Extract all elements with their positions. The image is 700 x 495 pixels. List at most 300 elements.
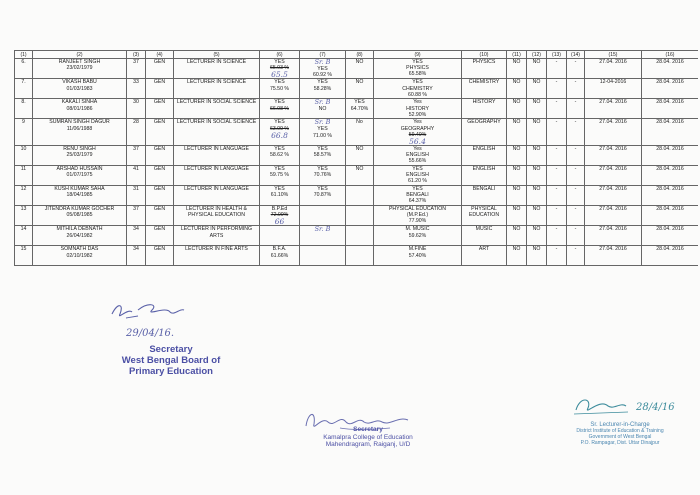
date-col16: 28.04. 2016 <box>656 99 684 106</box>
cell-age <box>127 166 146 186</box>
cell-post <box>174 226 260 246</box>
cell-name-dob <box>33 226 127 246</box>
pg-flag: YES <box>317 166 328 173</box>
cell-age <box>127 146 146 166</box>
date-col15: 27.04. 2016 <box>599 59 627 65</box>
candidate-name: MITHILA DEBNATH <box>56 226 103 233</box>
col14-value: - <box>574 186 577 193</box>
cell-11 <box>507 246 527 266</box>
cell-mphil <box>346 146 374 166</box>
cell-14 <box>567 59 585 79</box>
cell-category <box>146 186 174 206</box>
col14-value: - <box>574 246 577 253</box>
date-col16: 28.04. 2016 <box>656 186 684 193</box>
cell-name-dob <box>33 186 127 206</box>
cell-date-16 <box>642 206 699 226</box>
col11-value: NO <box>512 146 521 153</box>
candidate-name: RANJEET SINGH <box>58 59 101 65</box>
cell-graduation <box>260 246 300 266</box>
graduation-pct-struck: 63.09 % <box>269 125 290 132</box>
graduation-pct-struck: 65.03 % <box>269 65 290 72</box>
graduation-pct-struck: 66.08 % <box>269 105 290 112</box>
table-row <box>15 226 699 246</box>
cell-pg <box>300 119 346 146</box>
cell-method <box>462 99 507 119</box>
mphil-flag: NO <box>355 79 364 86</box>
cell-bed <box>374 186 462 206</box>
cell-date-15 <box>585 166 642 186</box>
cell-date-15 <box>585 226 642 246</box>
candidate-age: 34 <box>133 226 139 233</box>
cell-age <box>127 119 146 146</box>
cell-11 <box>507 146 527 166</box>
cell-sl <box>15 186 33 206</box>
cell-bed <box>374 99 462 119</box>
post-applied: LECTURER IN LANGUAGE <box>184 166 249 173</box>
cell-date-16 <box>642 146 699 166</box>
candidate-dob: 08/01/1986 <box>66 105 93 112</box>
col11-value: NO <box>512 246 521 253</box>
col14-value: - <box>574 206 577 213</box>
graduation-flag: YES <box>274 99 285 106</box>
bed-flag: Yes <box>413 119 422 126</box>
cell-post <box>174 99 260 119</box>
cell-14 <box>567 146 585 166</box>
date-col16: 28.04. 2016 <box>656 146 684 153</box>
candidate-name: KAKALI SINHA <box>61 99 98 106</box>
cell-11 <box>507 206 527 226</box>
method-subject: ENGLISH <box>472 146 496 153</box>
cell-sl <box>15 119 33 146</box>
post-applied: LECTURER IN SOCIAL SCIENCE <box>176 99 257 106</box>
serial-number: 13 <box>20 206 27 213</box>
date-col15: 27.04. 2016 <box>599 166 627 173</box>
column-header-14: (14) <box>567 51 585 59</box>
graduation-flag: YES <box>274 59 285 65</box>
cell-11 <box>507 226 527 246</box>
cell-14 <box>567 166 585 186</box>
cell-age <box>127 206 146 226</box>
post-applied: LECTURER IN LANGUAGE <box>184 146 249 153</box>
table-row <box>15 99 699 119</box>
cell-mphil <box>346 186 374 206</box>
cell-mphil <box>346 226 374 246</box>
col11-value: NO <box>512 186 521 193</box>
col11-value: NO <box>512 59 521 65</box>
candidate-name: SUMRAN SINGH DAGUR <box>49 119 110 126</box>
col11-value: NO <box>512 119 521 126</box>
stamp1-line1: Secretary <box>149 344 193 355</box>
post-applied: LECTURER IN FINE ARTS <box>185 246 248 253</box>
candidate-age: 31 <box>133 186 139 193</box>
cell-post <box>174 79 260 99</box>
col12-value: NO <box>532 206 541 213</box>
table-row <box>15 246 699 266</box>
stamp-west-bengal-board <box>96 344 246 377</box>
column-header-7: (7) <box>300 51 346 59</box>
candidate-dob: 23/02/1979 <box>66 65 93 72</box>
column-header-11: (11) <box>507 51 527 59</box>
mphil-flag: No <box>356 119 363 126</box>
cell-name-dob <box>33 206 127 226</box>
cell-age <box>127 246 146 266</box>
graduation-flag: YES <box>274 166 285 173</box>
column-header-3: (3) <box>127 51 146 59</box>
date-col15: 27.04. 2016 <box>599 186 627 193</box>
stamp2-line1: Secretary <box>353 426 383 433</box>
cell-date-15 <box>585 246 642 266</box>
table-row <box>15 79 699 99</box>
graduation-pct-corrected: 66.8 <box>271 130 288 140</box>
candidate-category: GEN <box>153 119 166 126</box>
candidate-dob: 26/04/1982 <box>66 232 93 239</box>
cell-post <box>174 119 260 146</box>
candidate-name: SOMNATH DAS <box>60 246 99 253</box>
date-col15: 27.04. 2016 <box>599 206 627 213</box>
cell-pg <box>300 146 346 166</box>
cell-date-16 <box>642 119 699 146</box>
handwritten-initials: Sr. B <box>314 58 331 66</box>
graduation-pct: 58.62 % <box>269 152 290 159</box>
cell-date-16 <box>642 186 699 206</box>
column-header-15: (15) <box>585 51 642 59</box>
cell-bed <box>374 79 462 99</box>
cell-mphil <box>346 206 374 226</box>
bed-subject: HISTORY <box>406 105 429 112</box>
col12-value: NO <box>532 226 541 233</box>
bed-flag: Yes <box>413 146 422 153</box>
cell-pg <box>300 206 346 226</box>
cell-mphil <box>346 59 374 79</box>
cell-bed <box>374 119 462 146</box>
signature-west-bengal-board <box>108 300 218 344</box>
cell-method <box>462 166 507 186</box>
col14-value: - <box>574 59 577 65</box>
cell-graduation <box>260 226 300 246</box>
method-subject: ENGLISH <box>472 166 496 173</box>
cell-method <box>462 206 507 226</box>
cell-post <box>174 146 260 166</box>
signature-date-1: 29/04/16. <box>126 328 175 339</box>
cell-bed <box>374 246 462 266</box>
bed-flag: YES <box>412 186 423 193</box>
cell-post <box>174 59 260 79</box>
cell-date-15 <box>585 79 642 99</box>
cell-14 <box>567 119 585 146</box>
stamp1-line3: Primary Education <box>129 366 213 377</box>
handwritten-initials: Sr. B <box>314 225 331 234</box>
cell-method <box>462 246 507 266</box>
cell-graduation <box>260 79 300 99</box>
cell-12 <box>527 186 547 206</box>
post-applied: LECTURER IN SCIENCE <box>186 79 247 86</box>
bed-pct: 52.90% <box>408 111 427 118</box>
table-row <box>15 186 699 206</box>
bed-subject: BENGALI <box>406 192 429 199</box>
bed-pct: 60.88 % <box>407 91 428 98</box>
candidate-age: 30 <box>133 99 139 106</box>
col14-value: - <box>574 99 577 106</box>
cell-name-dob <box>33 246 127 266</box>
method-subject: MUSIC <box>475 226 493 233</box>
cell-13 <box>547 246 567 266</box>
col12-value: NO <box>532 119 541 126</box>
serial-number: 11 <box>20 166 27 173</box>
cell-13 <box>547 206 567 226</box>
column-header-16: (16) <box>642 51 699 59</box>
post-applied: LECTURER IN LANGUAGE <box>184 186 249 193</box>
cell-mphil <box>346 79 374 99</box>
pg-pct: 70.87% <box>313 192 332 199</box>
graduation-flag: B.P.Ed <box>271 206 288 213</box>
candidate-age: 37 <box>133 146 139 153</box>
cell-category <box>146 119 174 146</box>
bed-pct: 64.37% <box>408 198 427 205</box>
column-header-1: (1) <box>15 51 33 59</box>
cell-date-16 <box>642 99 699 119</box>
col13-value: - <box>555 186 558 193</box>
pg-flag: YES <box>317 126 328 133</box>
mphil-pct: 64.70% <box>350 105 369 112</box>
cell-pg <box>300 246 346 266</box>
cell-date-15 <box>585 119 642 146</box>
cell-mphil <box>346 166 374 186</box>
date-col15: 12-04-2016 <box>599 79 627 86</box>
mphil-flag: NO <box>355 59 364 65</box>
cell-name-dob <box>33 79 127 99</box>
candidate-age: 37 <box>133 206 139 213</box>
bed-flag: Yes <box>413 99 422 106</box>
cell-sl <box>15 59 33 79</box>
column-header-13: (13) <box>547 51 567 59</box>
mphil-flag: NO <box>355 166 364 173</box>
pg-flag: YES <box>317 186 328 193</box>
stamp-kamalpra-college <box>258 426 478 449</box>
bed-pct: 57.40% <box>408 252 427 259</box>
cell-method <box>462 119 507 146</box>
cell-sl <box>15 246 33 266</box>
date-col15: 27.04. 2016 <box>599 246 627 253</box>
bed-flag: YES <box>412 59 423 65</box>
cell-method <box>462 226 507 246</box>
date-col16: 28.04. 2016 <box>656 226 684 233</box>
cell-11 <box>507 79 527 99</box>
cell-age <box>127 186 146 206</box>
date-col15: 27.04. 2016 <box>599 226 627 233</box>
stamp3-line4: P.O. Rampagar, Dist. Uttar Dinajpur <box>580 440 660 446</box>
cell-14 <box>567 206 585 226</box>
candidate-age: 37 <box>133 59 139 65</box>
cell-name-dob <box>33 166 127 186</box>
cell-method <box>462 146 507 166</box>
bed-pct: 65.58% <box>408 71 427 78</box>
cell-date-16 <box>642 166 699 186</box>
col12-value: NO <box>532 186 541 193</box>
cell-category <box>146 166 174 186</box>
bed-subject: PHYSICS <box>406 65 429 72</box>
col14-value: - <box>574 79 577 86</box>
candidate-name: ARSHAD HUSSAIN <box>56 166 103 173</box>
pg-pct: 58.57% <box>313 152 332 159</box>
candidate-category: GEN <box>153 79 166 86</box>
col13-value: - <box>555 79 558 86</box>
cell-age <box>127 226 146 246</box>
cell-12 <box>527 166 547 186</box>
cell-sl <box>15 226 33 246</box>
serial-number: 10 <box>20 146 27 153</box>
cell-graduation <box>260 166 300 186</box>
col14-value: - <box>574 226 577 233</box>
method-subject: BENGALI <box>472 186 496 193</box>
bed-flag: M. MUSIC <box>405 226 430 233</box>
column-header-4: (4) <box>146 51 174 59</box>
graduation-pct: 61.10% <box>270 192 289 199</box>
cell-12 <box>527 246 547 266</box>
column-header-row <box>15 51 699 59</box>
candidate-age: 33 <box>133 79 139 86</box>
candidate-category: GEN <box>153 99 166 106</box>
candidate-age: 28 <box>133 119 139 126</box>
cell-pg <box>300 79 346 99</box>
date-col15: 27.04. 2016 <box>599 119 627 126</box>
serial-number: 14 <box>20 226 27 233</box>
candidate-name: JITENDRA KUMAR GOCHER <box>44 206 115 213</box>
cell-bed <box>374 226 462 246</box>
post-applied: LECTURER IN SOCIAL SCIENCE <box>176 119 257 126</box>
cell-age <box>127 59 146 79</box>
bed-subject: GEOGRAPHY <box>400 125 435 132</box>
col13-value: - <box>555 246 558 253</box>
col12-value: NO <box>532 246 541 253</box>
cell-date-16 <box>642 246 699 266</box>
bed-subject: CHEMISTRY <box>402 85 433 92</box>
bed-flag: YES <box>412 166 423 173</box>
cell-14 <box>567 246 585 266</box>
col13-value: - <box>555 59 558 65</box>
cell-13 <box>547 99 567 119</box>
pg-pct: 70.76% <box>313 172 332 179</box>
stamp2-line3: Mahendragram, Raiganj, U/D <box>325 441 411 448</box>
bed-subject: ENGLISH <box>406 152 429 159</box>
col13-value: - <box>555 166 558 173</box>
cell-14 <box>567 99 585 119</box>
method-subject: PHYSICAL EDUCATION <box>468 206 500 219</box>
pg-flag: YES <box>317 146 328 153</box>
cell-method <box>462 59 507 79</box>
cell-graduation <box>260 119 300 146</box>
cell-mphil <box>346 119 374 146</box>
candidate-category: GEN <box>153 206 166 213</box>
serial-number: 8. <box>21 99 26 106</box>
col12-value: NO <box>532 59 541 65</box>
stamp2-line2: Kamalpra College of Education <box>323 433 413 441</box>
cell-name-dob <box>33 99 127 119</box>
cell-13 <box>547 226 567 246</box>
cell-name-dob <box>33 119 127 146</box>
bed-pct-corrected: 56.4 <box>409 137 426 146</box>
col12-value: NO <box>532 166 541 173</box>
cell-pg <box>300 226 346 246</box>
cell-date-16 <box>642 59 699 79</box>
col12-value: NO <box>532 79 541 86</box>
cell-category <box>146 226 174 246</box>
bed-subject: ENGLISH <box>406 172 429 179</box>
handwritten-initials: Sr. B <box>314 118 331 127</box>
table-row <box>15 166 699 186</box>
cell-post <box>174 186 260 206</box>
cell-date-16 <box>642 226 699 246</box>
candidate-table <box>14 50 698 266</box>
col11-value: NO <box>512 166 521 173</box>
cell-14 <box>567 186 585 206</box>
candidate-dob: 02/10/1982 <box>66 252 93 259</box>
method-subject: HISTORY <box>472 99 496 106</box>
signature-diet <box>570 388 700 424</box>
col12-value: NO <box>532 99 541 106</box>
cell-post <box>174 246 260 266</box>
cell-12 <box>527 146 547 166</box>
graduation-pct-corrected: 66 <box>274 217 285 226</box>
post-applied: LECTURER IN HEALTH & PHYSICAL EDUCATION <box>185 206 247 219</box>
cell-11 <box>507 186 527 206</box>
candidate-dob: 05/08/1985 <box>66 212 93 219</box>
cell-14 <box>567 79 585 99</box>
cell-13 <box>547 59 567 79</box>
col14-value: - <box>574 146 577 153</box>
candidate-dob: 11/06/1988 <box>66 125 93 132</box>
cell-date-15 <box>585 59 642 79</box>
method-subject: GEOGRAPHY <box>467 119 501 126</box>
serial-number: 15 <box>20 246 27 253</box>
candidate-category: GEN <box>153 186 166 193</box>
cell-name-dob <box>33 146 127 166</box>
cell-category <box>146 99 174 119</box>
date-col16: 28.04. 2016 <box>656 206 684 213</box>
cell-post <box>174 206 260 226</box>
candidate-table-sheet <box>14 50 698 304</box>
col13-value: - <box>555 226 558 233</box>
cell-age <box>127 79 146 99</box>
method-subject: CHEMISTRY <box>468 79 500 86</box>
candidate-dob: 01/03/1983 <box>66 85 93 92</box>
cell-11 <box>507 166 527 186</box>
graduation-flag: YES <box>274 186 285 193</box>
cell-12 <box>527 79 547 99</box>
stamp-diet <box>540 422 700 446</box>
cell-13 <box>547 166 567 186</box>
cell-13 <box>547 186 567 206</box>
cell-13 <box>547 79 567 99</box>
cell-12 <box>527 59 547 79</box>
graduation-pct: 61.66% <box>270 252 289 259</box>
cell-date-16 <box>642 79 699 99</box>
stamp1-line2: West Bengal Board of <box>121 355 221 366</box>
cell-category <box>146 206 174 226</box>
graduation-flag: YES <box>274 146 285 153</box>
mphil-flag: NO <box>355 146 364 153</box>
cell-category <box>146 246 174 266</box>
cell-name-dob <box>33 59 127 79</box>
cell-14 <box>567 226 585 246</box>
cell-graduation <box>260 146 300 166</box>
method-subject: ART <box>478 246 490 253</box>
cell-11 <box>507 99 527 119</box>
serial-number: 9 <box>22 119 25 126</box>
graduation-pct-struck: 72.00% <box>270 212 289 219</box>
pg-flag: NO <box>318 106 327 113</box>
cell-11 <box>507 119 527 146</box>
cell-category <box>146 146 174 166</box>
